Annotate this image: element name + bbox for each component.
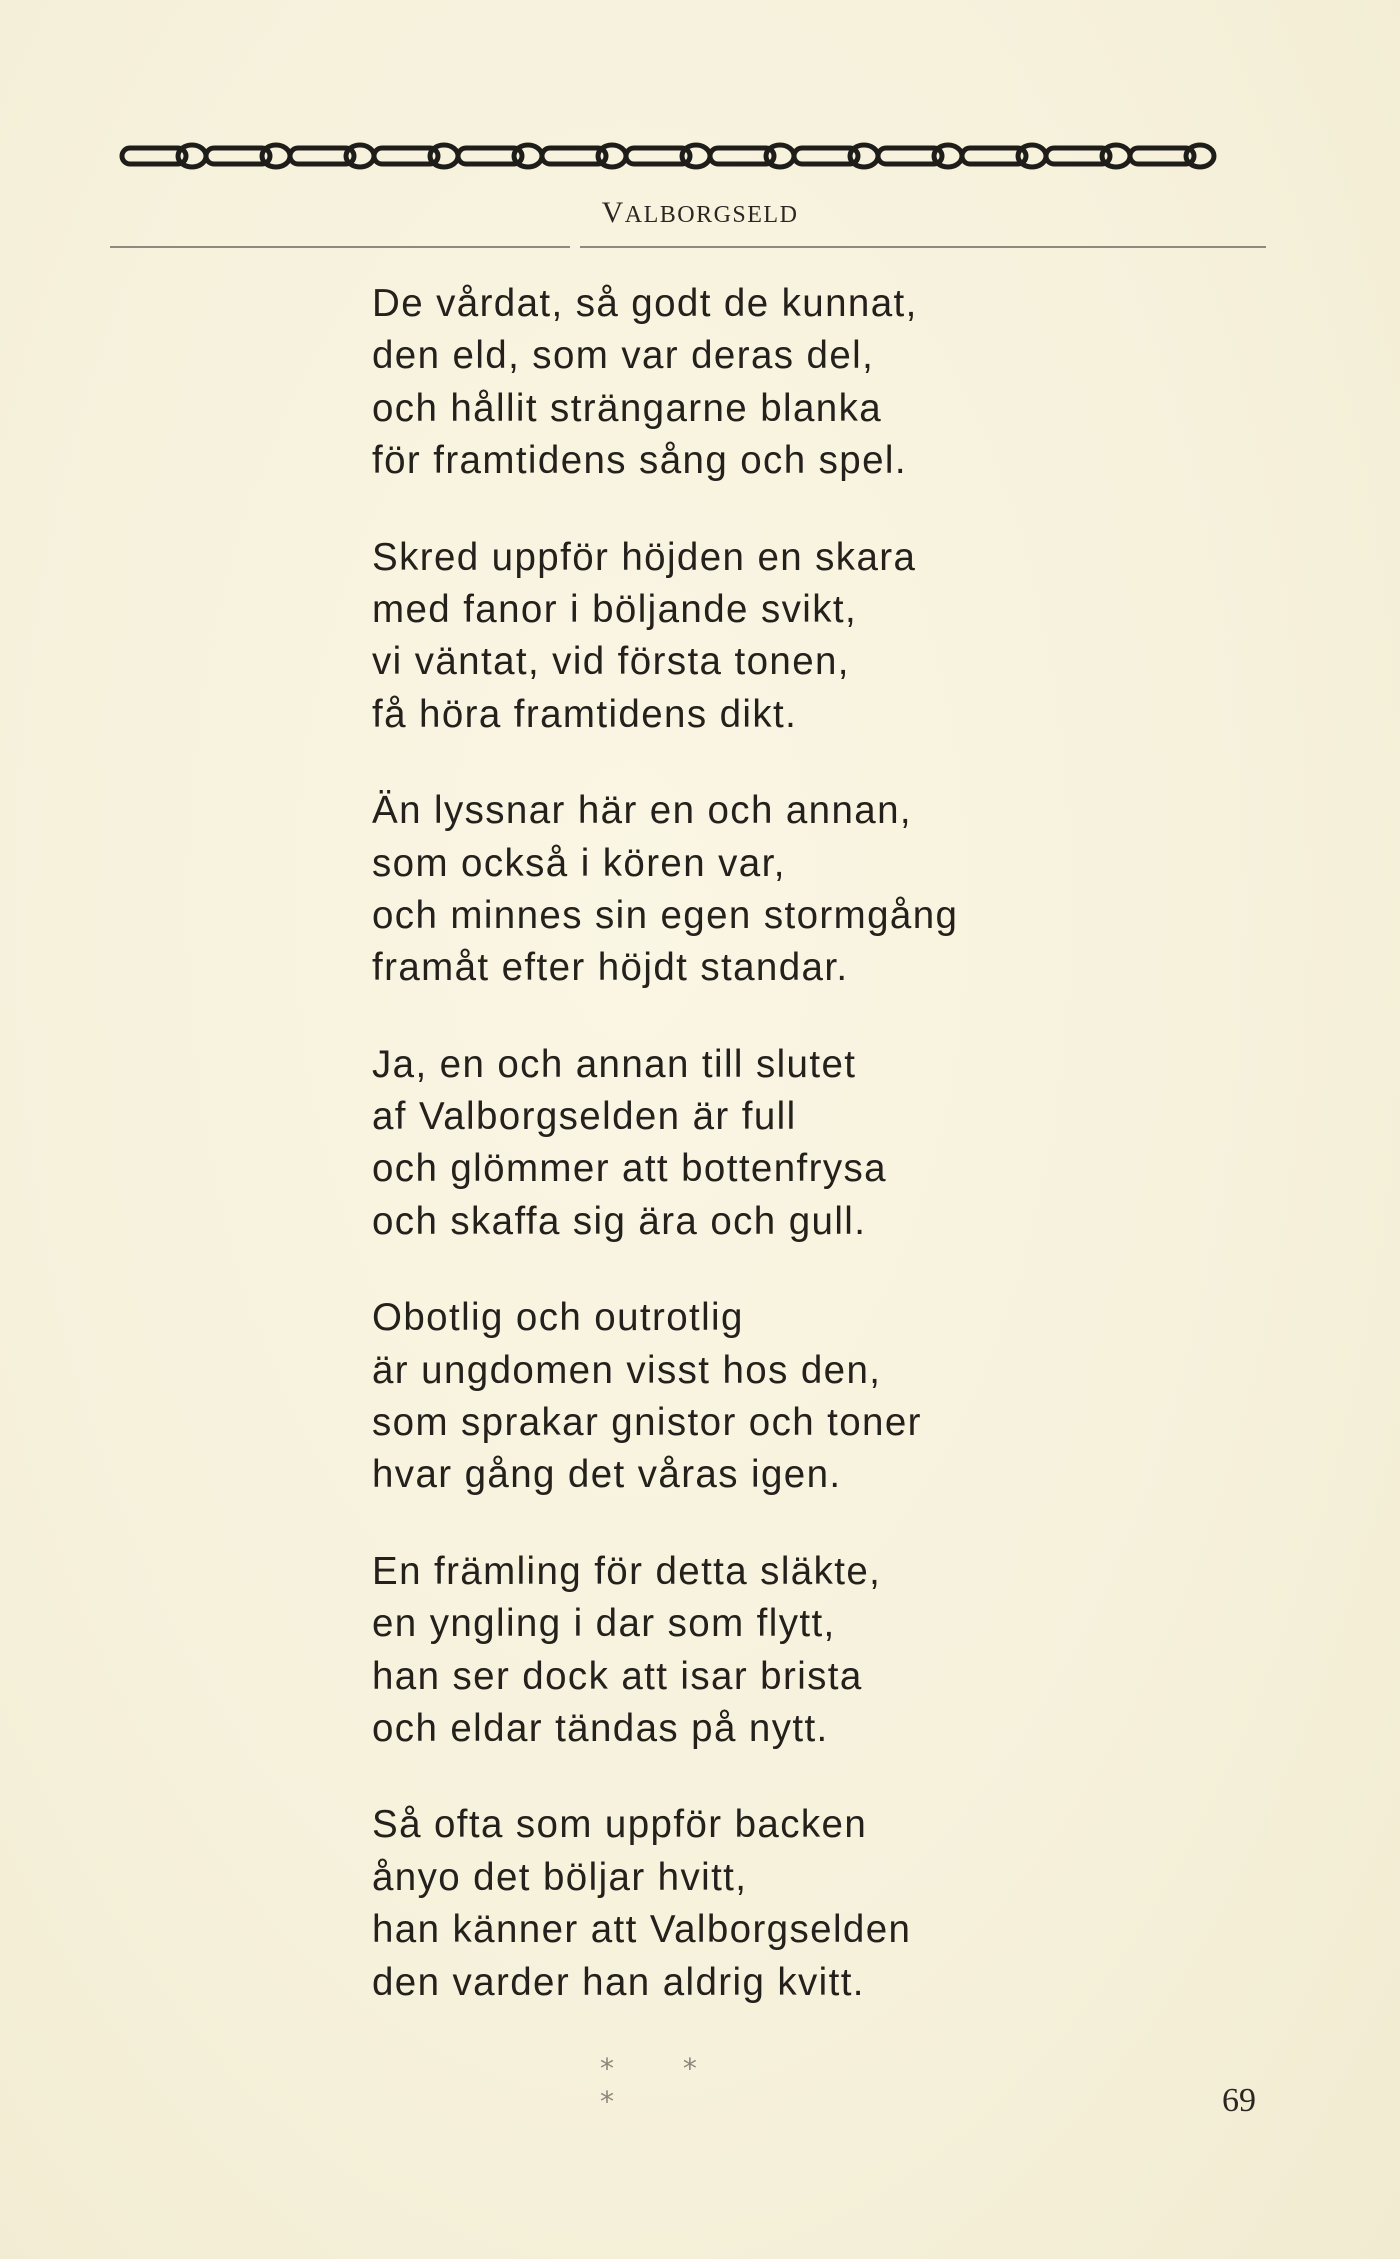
poem-line: är ungdomen visst hos den, [372, 1348, 882, 1392]
stanza-1 [372, 278, 1232, 488]
stanza-2 [372, 532, 1232, 742]
chain-ring [346, 145, 374, 167]
poem-line: han ser dock att isar brista [372, 1654, 863, 1698]
poem-line: Obotlig och outrotlig [372, 1296, 744, 1340]
chain-ring [850, 145, 878, 167]
poem-line: En främling för detta släkte, [372, 1549, 882, 1593]
poem-line: De vårdat, så godt de kunnat, [372, 282, 918, 325]
stanza-4 [372, 1039, 1232, 1249]
section-break-asterisks: * * * [600, 2052, 727, 2118]
poem-line: få höra framtidens dikt. [372, 692, 798, 736]
chain-ring [1102, 145, 1130, 167]
poem-line: med fanor i böljande svikt, [372, 587, 858, 631]
running-title-rest: ALBORGSELD [624, 202, 799, 228]
poem-line: af Valborgselden är full [372, 1095, 797, 1139]
poem-line: han känner att Valborgselden [372, 1908, 912, 1952]
poem [372, 278, 1232, 2053]
decorative-chain-border [118, 138, 1266, 174]
chain-ring [682, 145, 710, 167]
poem-line: som också i kören var, [372, 841, 786, 885]
poem-line: och eldar tändas på nytt. [372, 1706, 829, 1750]
poem-line: den varder han aldrig kvitt. [372, 1960, 865, 2004]
poem-line: Skred uppför höjden en skara [372, 535, 917, 579]
stanza-7 [372, 1799, 1232, 2009]
stanza-5 [372, 1292, 1232, 1502]
poem-line: ånyo det böljar hvitt, [372, 1855, 748, 1899]
poem-line: en yngling i dar som flytt, [372, 1602, 836, 1646]
header-rule-left [110, 246, 570, 248]
chain-ring [430, 145, 458, 167]
chain-ring [598, 145, 626, 167]
running-title-initial: V [601, 196, 625, 229]
chain-ring [262, 145, 290, 167]
poem-line: som sprakar gnistor och toner [372, 1401, 922, 1445]
poem-line: Ja, en och annan till slutet [372, 1042, 857, 1086]
chain-ring [934, 145, 962, 167]
poem-line: och hållit strängarne blanka [372, 386, 883, 430]
poem-line: Än lyssnar här en och annan, [372, 789, 913, 833]
poem-line: och glömmer att bottenfrysa [372, 1147, 887, 1191]
poem-line: framåt efter höjdt standar. [372, 946, 849, 990]
poem-line: och skaffa sig ära och gull. [372, 1199, 867, 1243]
poem-line: vi väntat, vid första tonen, [372, 640, 850, 684]
chain-ring [1186, 145, 1214, 167]
poem-line: Så ofta som uppför backen [372, 1803, 868, 1847]
page-number: 69 [1222, 2082, 1256, 2119]
chain-ring [1018, 145, 1046, 167]
poem-line: den eld, som var deras del, [372, 334, 875, 378]
chain-ring [178, 145, 206, 167]
stanza-6 [372, 1546, 1232, 1756]
chain-ring [514, 145, 542, 167]
header-rule-right [580, 246, 1266, 248]
stanza-3 [372, 785, 1232, 995]
poem-line: för framtidens sång och spel. [372, 439, 907, 483]
poem-line: och minnes sin egen stormgång [372, 893, 959, 937]
running-title [0, 196, 1400, 230]
chain-ring [766, 145, 794, 167]
poem-line: hvar gång det våras igen. [372, 1453, 842, 1497]
